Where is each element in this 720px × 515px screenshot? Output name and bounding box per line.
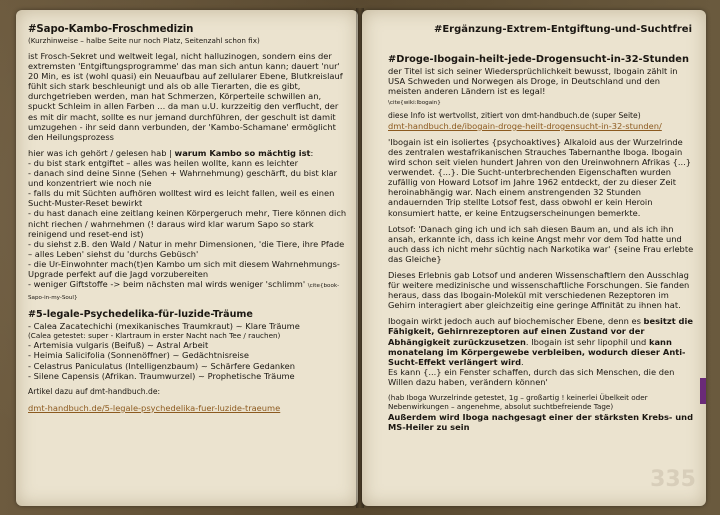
- list-item: - Celastrus Paniculatus (Intelligenzbaum) ~ Schärfere Gedanken: [28, 361, 350, 371]
- list-item: - du hast danach eine zeitlang keinen Körpergeruch mehr, Tiere können dich nicht riechen / wahrnehmen (! daraus wird klar warum Sapo so stark reinigend und reset-end ist): [28, 208, 350, 238]
- bio-text-e: Es kann {...} ein Fenster schaffen, durch das sich Menschen, die den Willen dazu haben, verändern können': [388, 366, 675, 387]
- bio-text-a: Ibogain wirkt jedoch auch auf biochemischer Ebene, denn es: [388, 316, 644, 327]
- ibogain-quote-2: Lotsof: 'Danach ging ich und ich sah diesen Baum an, und als ich ihn ansah, erkannte ich, dass ich keine Angst mehr vor dem Tod hatte und auch dass ich nicht mehr süchtig nach Narkotika war' {seine Frau erlebte das Gleiche}: [388, 223, 694, 264]
- iboga-healer-claim: Außerdem wird Iboga nachgesagt einer der stärksten Krebs- und MS-Heiler zu sein: [388, 412, 694, 433]
- list-item: - Calea Zacatechichi (mexikanisches Traumkraut) ~ Klare Träume: [28, 321, 350, 331]
- iboga-test-note: (hab Iboga Wurzelrinde getestet, 1g – großartig ! keinerlei Übelkeit oder Nebenwirkungen – angenehme, absolut suchtbefreiende Tage): [388, 393, 648, 412]
- right-page: [362, 10, 706, 506]
- ibogain-research: Dieses Erlebnis gab Lotsof und anderen Wissenschaftlern den Ausschlag für weitere medizinische und wissenschaftliche Forschungen. Sie fanden heraus, dass das Ibogain-Molekül mit verschiedenen Rezeptoren im Gehirn interagiert aber gleichzeitig eine geringe Affinität zu ihnen hat.: [388, 270, 690, 311]
- list-item: [28, 279, 350, 303]
- ibogain-article-link[interactable]: dmt-handbuch.de/ibogain-droge-heilt-drogensucht-in-32-stunden/: [388, 120, 662, 131]
- list-item: - falls du mit Süchten aufhören wolltest wird es leicht fallen, weil es einen Sucht-Muster-Reset bewirkt: [28, 188, 350, 208]
- list-item: - du bist stark entgiftet – alles was heilen wollte, kann es leichter: [28, 158, 350, 168]
- list-item: - die Ur-Einwohnter mach(t)en Kambo um sich mit diesem Wahrnehmungs-Upgrade perfekt auf die Jagd vorzubereiten: [28, 259, 350, 279]
- kambo-description: ist Frosch-Sekret und weltweit legal, nicht halluzinogen, sondern eins der extremsten 'Entgiftungsprogramme' das man sich antun kann; dauert 'nur' 20 Min, es ist (wohl quasi) ein Neuaufbau auf zellularer Ebene, Blutkreislauf fühlt sich stark beschleunigt und als ob alle Tierarten, die es gibt, durchgetrieben werden, man hat Schmerzen, Körperteile schwillen an, spuckt Schleim in allen Farben ... da man u.U. kurzzeitig den verflucht, der es mit dir macht, sollte es nur jemand durchführen, der geschult ist damit umzugehen - ihr seid dann verbunden, der 'Kambo-Schamane' ermöglicht den Heilungsprozess: [28, 51, 343, 142]
- bio-text-d: .: [521, 356, 524, 367]
- list-item: - du siehst z.B. den Wald / Natur in mehr Dimensionen, 'die Tiere, ihre Pfade – alles Leben' siehst du 'durchs Gebüsch': [28, 239, 350, 259]
- citation: \cite{wiki:Ibogain}: [388, 100, 441, 107]
- kambo-list-intro: [28, 148, 350, 158]
- intro-bold: warum Kambo so mächtig ist: [174, 147, 311, 158]
- kambo-benefits-list: [28, 158, 350, 303]
- article-source-label: Artikel dazu auf dmt-handbuch.de:: [28, 386, 161, 396]
- ibogain-biochemistry: [388, 316, 694, 387]
- citation: \cite{book-Sapo-in-my-Soul}: [28, 283, 340, 302]
- article-link[interactable]: dmt-handbuch.de/5-legale-psychedelika-fuer-luzide-traeume: [28, 402, 281, 413]
- intro-end: :: [310, 147, 314, 158]
- bio-text-c: . Ibogain ist sehr lipophil und: [525, 336, 649, 347]
- psychedelics-list-continued: [28, 340, 350, 380]
- info-note: diese Info ist wertvollst, zitiert von dmt-handbuch.de (super Seite): [388, 111, 641, 121]
- section-title-ibogain: #Droge-Ibogain-heilt-jede-Drogensucht-in-32-Stunden: [388, 54, 689, 65]
- ibogain-intro: [388, 66, 694, 108]
- bookmark-tab: [700, 378, 706, 404]
- list-item: - Heimia Salicifolia (Sonnenöffner) ~ Gedächtnisreise: [28, 350, 350, 360]
- list-item: - Silene Capensis (Afrikan. Traumwurzel) ~ Prophetische Träume: [28, 371, 350, 381]
- calea-note: (Calea getestet: super - Klartraum in erster Nacht nach Tee / rauchen): [28, 331, 281, 341]
- list-item-text: weniger Giftstoffe -> beim nächsten mal wirds weniger 'schlimm': [33, 279, 306, 290]
- margin-note: (Kurzhinweise – halbe Seite nur noch Platz, Seitenzahl schon fix): [28, 36, 260, 45]
- bio-bold-2: kann monatelang im Körpergewebe verbleiben, wodurch dieser Anti- Sucht-Effekt verlängert wird: [388, 336, 686, 367]
- ibogain-quote-1: 'Ibogain ist ein isoliertes {psychoaktives} Alkaloid aus der Wurzelrinde des zentralen westafrikanischen Strauches Tabernanthe Iboga. Ibogain wird schon seit vielen hundert Jahren von den Ureinwohnern Afrikas {...} verwendet. {...}. Die Sucht-unterbrechenden Eigenschaften wurden zufällig von Howard Lotsof im Jahre 1962 entdeckt, der zu dieser Zeit heroinabhängig war. Nach einem anstrengenden 32 Stunden andauernden Trip stellte Lotsof fest, dass obwohl er kein Heroin konsumiert hatte, er keine Entzugserscheinungen bemerkte.: [388, 136, 692, 218]
- list-item: - danach sind deine Sinne (Sehen + Wahrnehmung) geschärft, du bist klar und konzentriert wie noch nie: [28, 168, 350, 188]
- page-number: 335: [650, 467, 696, 492]
- section-title-legal-psychedelics: #5-legale-Psychedelika-für-luzide-Träume: [28, 309, 253, 321]
- list-item: - Artemisia vulgaris (Beifuß) ~ Astral Arbeit: [28, 340, 350, 350]
- chapter-header: #Ergänzung-Extrem-Entgiftung-und-Suchtfrei: [433, 24, 692, 35]
- section-title-sapo-kambo: #Sapo-Kambo-Froschmedizin: [28, 24, 194, 35]
- bio-bold-1: besitzt die Fähigkeit, Gehirnrezeptoren auf einen Zustand vor der Abhängigkeit zurückzusetzen: [388, 316, 693, 347]
- ibogain-intro-text: der Titel ist sich seiner Wiedersprüchlichkeit bewusst, Ibogain zählt in USA Schweden und Norwegen als Droge, in Deutschland und den meisten anderen Ländern ist es legal!: [388, 66, 678, 97]
- intro-plain: hier was ich gehört / gelesen hab |: [28, 147, 175, 158]
- psychedelics-list: [28, 321, 350, 331]
- left-page: [16, 10, 358, 506]
